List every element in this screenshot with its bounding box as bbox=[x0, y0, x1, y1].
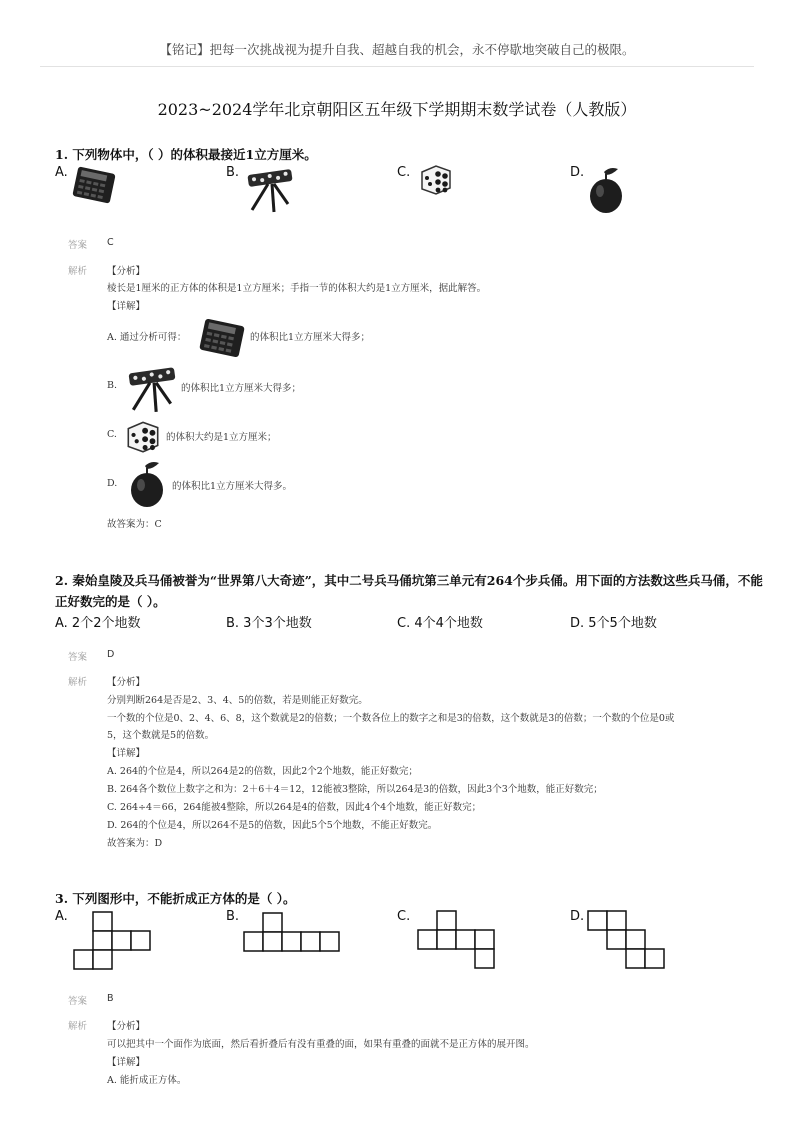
q1-stem: 1. 下列物体中，（ ）的体积最接近1立方厘米。 bbox=[55, 147, 317, 162]
q2-line: 【详解】 bbox=[107, 748, 146, 759]
apple-image-small bbox=[126, 460, 170, 510]
q2-option-b: B. 3个3个地数 bbox=[226, 616, 312, 631]
stool-image-small bbox=[124, 362, 180, 414]
q1-answer-value: C bbox=[107, 237, 114, 248]
q1-fenxi-text: 棱长是1厘米的正方体的体积是1立方厘米；手指一节的体积大约是1立方厘米，据此解答。 bbox=[107, 283, 487, 294]
q1-option-a-label: A. bbox=[55, 165, 68, 180]
calculator-image-small bbox=[198, 318, 246, 358]
q1-xiangjie-heading: 【详解】 bbox=[107, 301, 146, 312]
dice-image-small bbox=[122, 418, 164, 454]
cube-net-a bbox=[72, 911, 152, 971]
q1-detail-a-suffix: 的体积比1立方厘米大得多； bbox=[250, 332, 371, 343]
q2-line: 5，这个数就是5的倍数。 bbox=[107, 730, 215, 741]
q1-analysis-label: 解析 bbox=[68, 266, 88, 277]
q1-detail-d-prefix: D. bbox=[107, 478, 118, 489]
cube-net-d bbox=[586, 909, 666, 973]
q2-analysis-label: 解析 bbox=[68, 677, 88, 688]
q3-answer-label: 答案 bbox=[68, 996, 88, 1007]
q1-option-d-label: D. bbox=[570, 165, 585, 180]
q2-option-d: D. 5个5个地数 bbox=[570, 616, 657, 631]
q3-option-d-label: D. bbox=[570, 909, 585, 924]
calculator-image bbox=[72, 166, 116, 204]
q3-stem: 3. 下列图形中，不能折成正方体的是（ ）。 bbox=[55, 891, 296, 906]
q2-line: 【分析】 bbox=[107, 677, 146, 688]
header-divider bbox=[40, 66, 754, 67]
q1-detail-a-prefix: A. 通过分析可得： bbox=[107, 332, 187, 343]
q2-line: 一个数的个位是0、2、4、6、8，这个数就是2的倍数；一个数各位上的数字之和是3的倍数，这个数就是3的倍数；一个数的个位是0或 bbox=[107, 713, 675, 724]
q1-detail-b-prefix: B. bbox=[107, 380, 118, 391]
q2-conclusion: 故答案为：D bbox=[107, 838, 163, 849]
q3-line: 【分析】 bbox=[107, 1021, 146, 1032]
q2-line: A. 264的个位是4，所以264是2的倍数，因此2个2个地数，能正好数完； bbox=[107, 766, 418, 777]
q2-answer-value: D bbox=[107, 649, 115, 660]
exam-title: 2023~2024学年北京朝阳区五年级下学期期末数学试卷（人教版） bbox=[157, 100, 637, 119]
stool-image bbox=[244, 164, 296, 214]
q2-line: 分别判断264是否是2、3、4、5的倍数，若是则能正好数完。 bbox=[107, 695, 368, 706]
cube-net-c bbox=[416, 909, 498, 971]
q1-option-b-label: B. bbox=[226, 165, 240, 180]
q2-line: B. 264各个数位上数字之和为：2＋6＋4＝12，12能被3整除，所以264是3的倍数，因此3个3个地数，能正好数完； bbox=[107, 784, 603, 795]
q1-option-c-label: C. bbox=[397, 165, 411, 180]
q3-line: 【详解】 bbox=[107, 1057, 146, 1068]
q1-answer-label: 答案 bbox=[68, 240, 88, 251]
cube-net-b bbox=[242, 911, 342, 955]
q3-line: A. 能折成正方体。 bbox=[107, 1075, 187, 1086]
q2-stem-line2: 正好数完的是（ ）。 bbox=[55, 594, 166, 609]
q1-detail-c-suffix: 的体积大约是1立方厘米； bbox=[166, 432, 277, 443]
q3-option-c-label: C. bbox=[397, 909, 411, 924]
q1-conclusion: 故答案为：C bbox=[107, 519, 162, 530]
q3-option-a-label: A. bbox=[55, 909, 68, 924]
header-motto: 【铭记】把每一次挑战视为提升自我、超越自我的机会，永不停歇地突破自己的极限。 bbox=[159, 42, 635, 57]
apple-image bbox=[588, 166, 626, 216]
q3-answer-value: B bbox=[107, 993, 114, 1004]
q1-detail-d-suffix: 的体积比1立方厘米大得多。 bbox=[172, 481, 293, 492]
q3-analysis-label: 解析 bbox=[68, 1021, 88, 1032]
q2-answer-label: 答案 bbox=[68, 652, 88, 663]
q2-option-a: A. 2个2个地数 bbox=[55, 616, 141, 631]
q1-detail-b-suffix: 的体积比1立方厘米大得多； bbox=[181, 383, 302, 394]
q2-line: C. 264÷4＝66，264能被4整除，所以264是4的倍数，因此4个4个地数，能正好数完； bbox=[107, 802, 482, 813]
q2-option-c: C. 4个4个地数 bbox=[397, 616, 483, 631]
q3-line: 可以把其中一个面作为底面，然后看折叠后有没有重叠的面，如果有重叠的面就不是正方体的展开图。 bbox=[107, 1039, 535, 1050]
q1-detail-c-prefix: C. bbox=[107, 429, 117, 440]
q1-fenxi-heading: 【分析】 bbox=[107, 266, 146, 277]
q2-line: D. 264的个位是4，所以264不是5的倍数，因此5个5个地数，不能正好数完。 bbox=[107, 820, 438, 831]
q3-option-b-label: B. bbox=[226, 909, 240, 924]
q2-stem-line1: 2. 秦始皇陵及兵马俑被誉为“世界第八大奇迹”，其中二号兵马俑坑第三单元有264个步兵俑。用下面的方法数这些兵马俑，不能 bbox=[55, 573, 763, 588]
dice-image bbox=[416, 162, 456, 196]
